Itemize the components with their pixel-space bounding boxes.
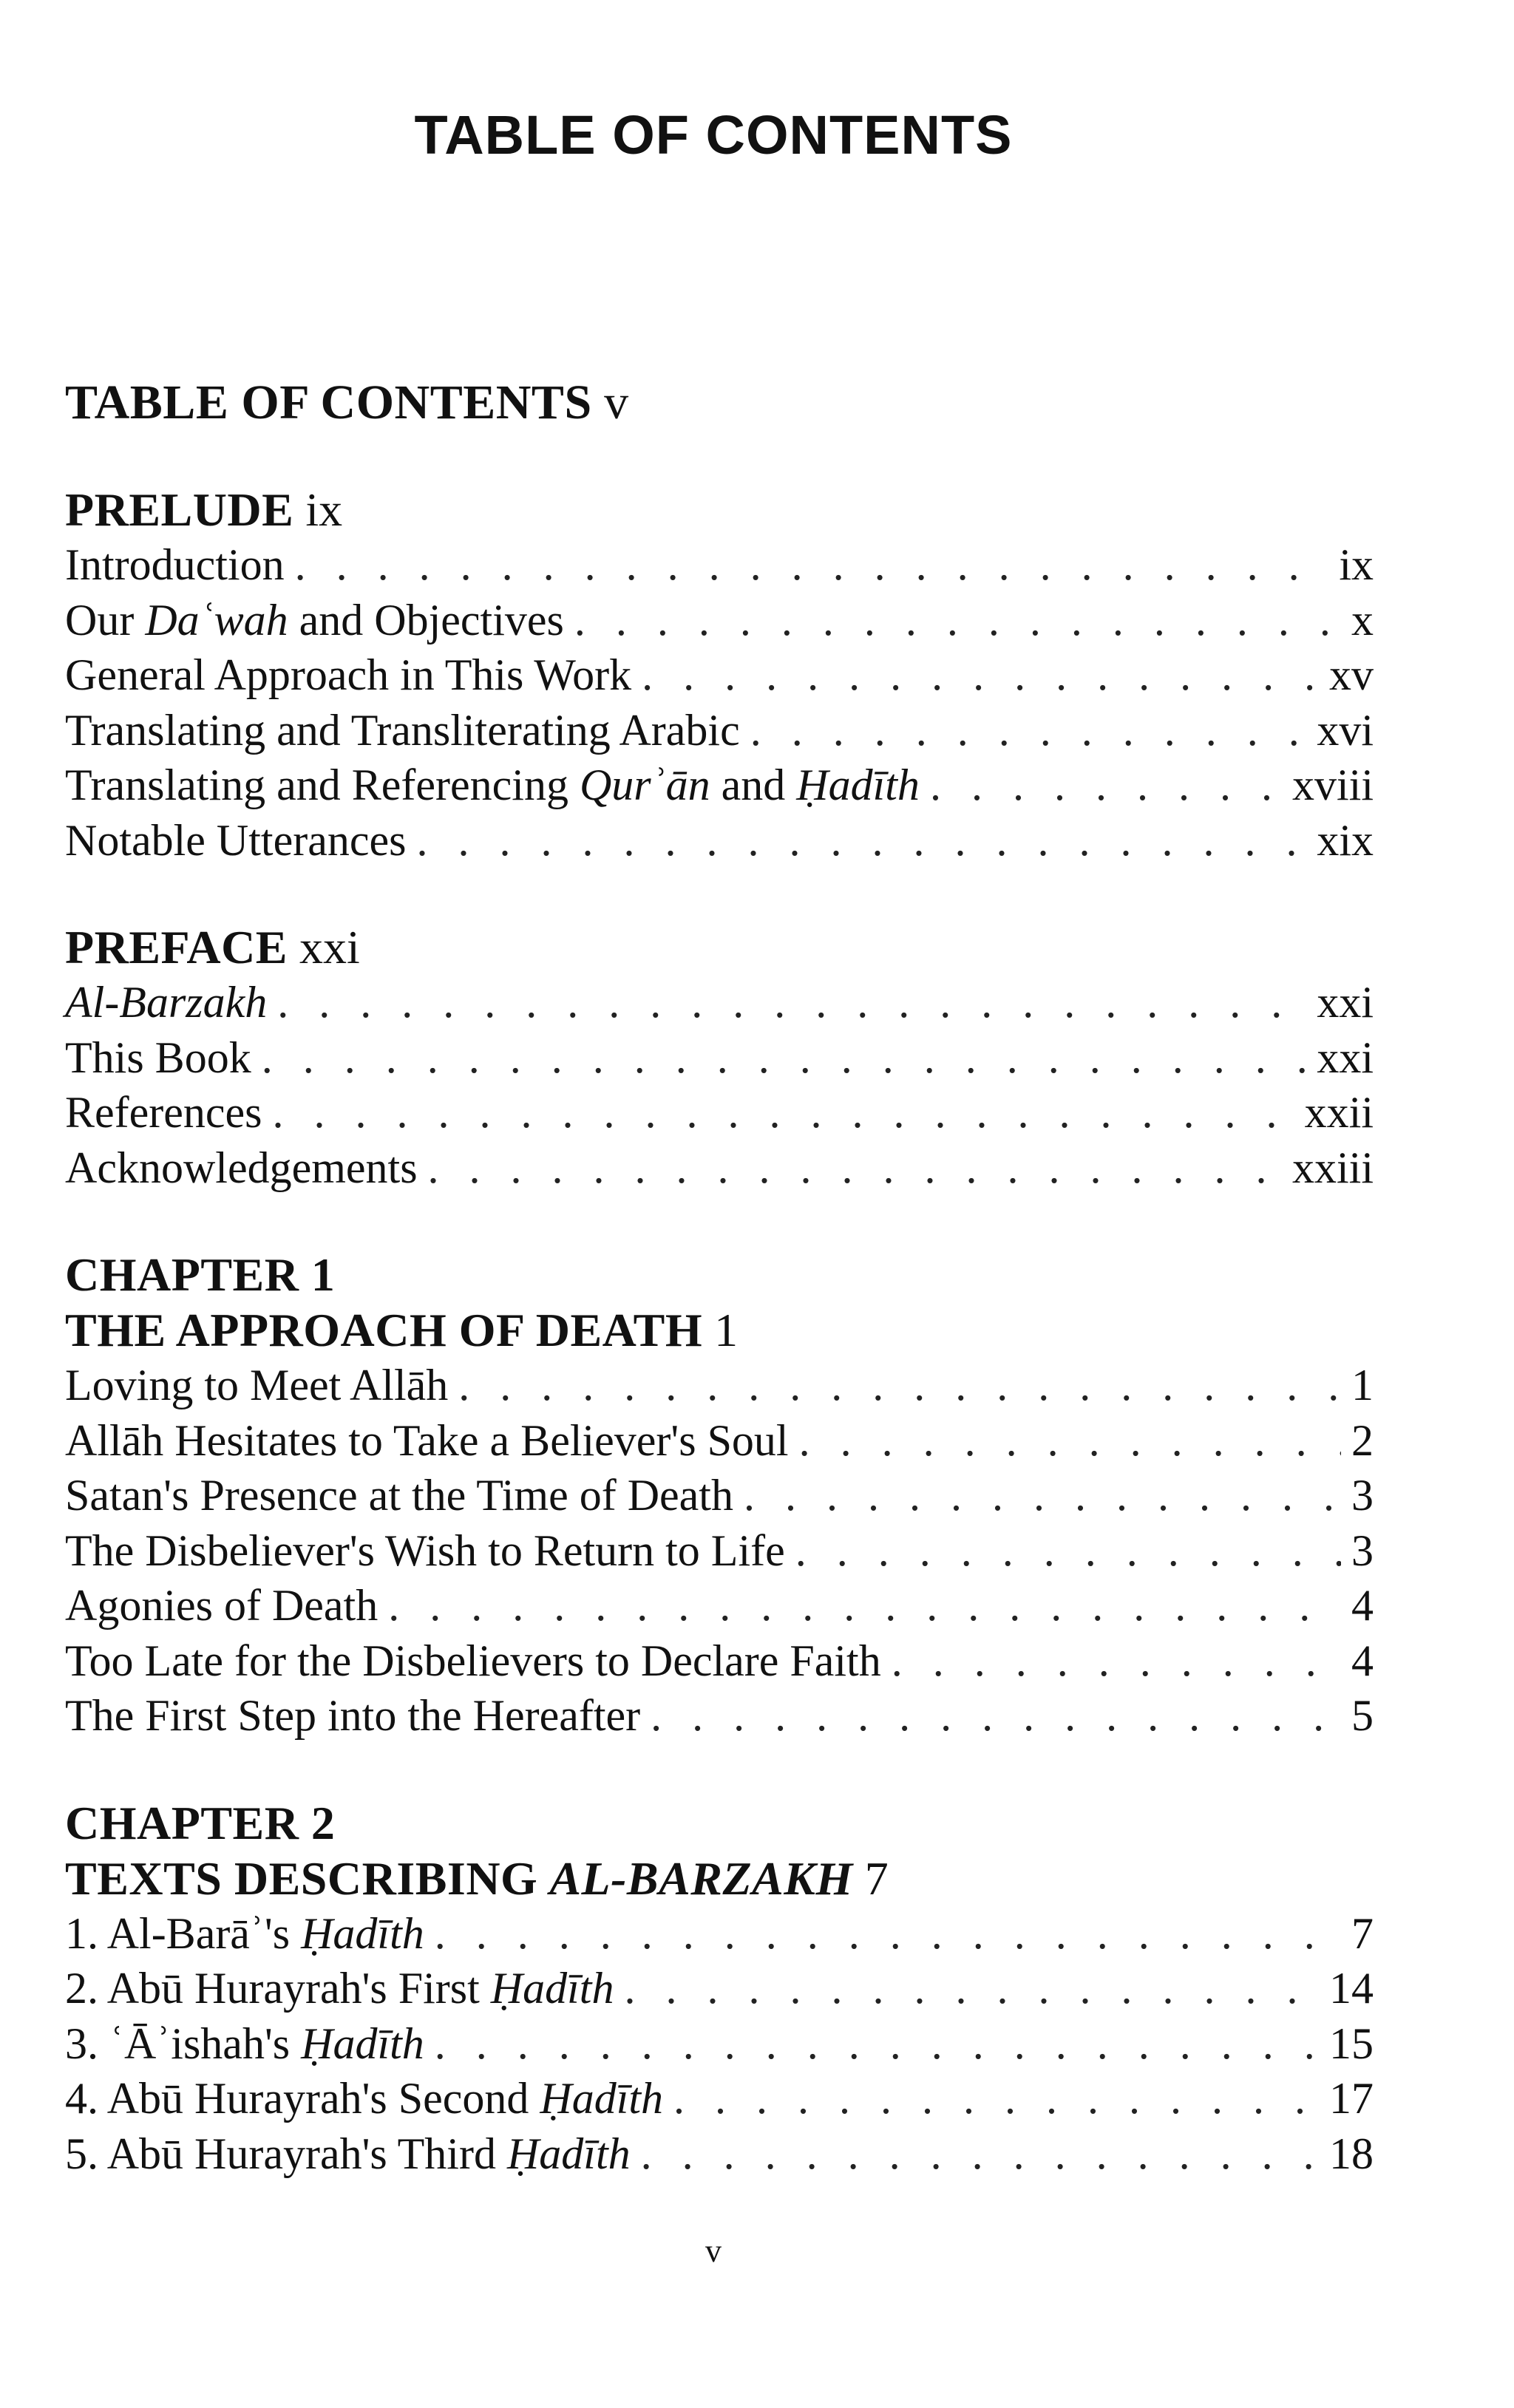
toc-entry-page: 4 (1351, 1581, 1374, 1630)
dot-leader (277, 975, 1306, 1030)
dot-leader (416, 813, 1306, 868)
page-heading: TABLE OF CONTENTS (414, 104, 1013, 166)
toc-entry-title-part: Our (65, 595, 146, 644)
table-of-contents (65, 373, 1374, 2233)
toc-section (65, 482, 1374, 868)
section-heading-title: THE APPROACH OF DEATH (65, 1304, 703, 1357)
toc-entry (65, 1578, 1374, 1633)
toc-entry-page: xvi (1317, 705, 1374, 755)
section-heading (65, 1247, 1374, 1302)
toc-entry (65, 1358, 1374, 1413)
toc-entry-title (65, 593, 564, 648)
toc-entry-title (65, 1688, 640, 1744)
toc-entry-title-part: and Objectives (288, 595, 564, 644)
toc-entry-title (65, 1030, 251, 1086)
section-heading-page: xxi (299, 921, 360, 974)
toc-top-page: v (604, 375, 629, 429)
toc-entry-title-text: Agonies of Death (65, 1581, 378, 1630)
toc-entry (65, 758, 1374, 813)
dot-leader (750, 703, 1307, 758)
toc-entry-title-text: 5. Abū Hurayrah's Third (65, 2129, 496, 2178)
dot-leader (799, 1413, 1341, 1469)
toc-entry-title-text: Loving to Meet Allāh (65, 1361, 449, 1410)
toc-entry-title-text: The Disbeliever's Wish to Return to Life (65, 1526, 785, 1575)
toc-entry-page: x (1351, 595, 1374, 644)
section-heading (65, 1795, 1374, 1851)
toc-entry-title-text: The First Step into the Hereafter (65, 1691, 641, 1741)
toc-entry (65, 1688, 1374, 1744)
dot-leader (892, 1633, 1341, 1689)
dot-leader (262, 1030, 1307, 1086)
toc-entry (65, 1413, 1374, 1469)
toc-entry-page: 18 (1329, 2129, 1374, 2178)
toc-entry-title-part: Ḥadīth (796, 761, 920, 810)
toc-entry (65, 647, 1374, 703)
toc-entry (65, 975, 1374, 1030)
toc-entry-title-text: 4. Abū Hurayrah's Second (65, 2074, 529, 2123)
toc-entry-title-text: 2. Abū Hurayrah's First (65, 1964, 480, 2013)
section-heading-page: 7 (864, 1851, 889, 1905)
toc-entry (65, 593, 1374, 648)
toc-entry-page: 4 (1351, 1636, 1374, 1685)
toc-entry (65, 2126, 1374, 2182)
toc-section (65, 1795, 1374, 2182)
toc-entry (65, 1523, 1374, 1579)
toc-entry (65, 1085, 1374, 1140)
section-heading-title: PREFACE (65, 921, 288, 974)
dot-leader (642, 647, 1319, 703)
toc-entry-title (65, 1961, 614, 2016)
dot-leader (458, 1358, 1341, 1413)
toc-entry (65, 1906, 1374, 1962)
toc-entry-page: 7 (1351, 1908, 1374, 1958)
dot-leader (795, 1523, 1341, 1579)
toc-entry-title (65, 813, 406, 868)
toc-entry-page: xxi (1317, 978, 1374, 1027)
dot-leader (428, 1140, 1282, 1196)
toc-entry-title-text: Introduction (65, 540, 285, 590)
toc-entry-title (65, 758, 920, 813)
toc-entry (65, 537, 1374, 593)
section-heading (65, 1851, 1374, 1906)
toc-entry-title-italic: Al-Barzakh (65, 978, 268, 1027)
toc-entry-title-text: 1. Al-Barāʾ's (65, 1908, 291, 1958)
toc-entry-title (65, 1140, 418, 1196)
section-heading-italic: AL-BARZAKH (549, 1851, 853, 1905)
toc-entry-title (65, 647, 631, 703)
toc-entry-title-part: Qurʾān (579, 761, 710, 810)
toc-section (65, 1247, 1374, 1744)
toc-entry-page: xix (1317, 815, 1374, 865)
toc-sections (65, 482, 1374, 2181)
section-heading-title: CHAPTER 1 (65, 1248, 336, 1302)
section-heading-page: 1 (714, 1304, 739, 1357)
toc-entry-page: 3 (1351, 1526, 1374, 1575)
toc-entry-title (65, 1468, 733, 1523)
dot-leader (673, 2071, 1319, 2126)
toc-entry-page: xxii (1304, 1088, 1374, 1137)
toc-entry (65, 1140, 1374, 1196)
toc-entry-page: 14 (1329, 1964, 1374, 2013)
toc-entry-title (65, 703, 740, 758)
toc-entry-title (65, 2126, 631, 2182)
toc-entry-page: 15 (1329, 2018, 1374, 2068)
dot-leader (272, 1085, 1294, 1140)
toc-entry-title-text: This Book (65, 1033, 251, 1082)
toc-entry (65, 1468, 1374, 1523)
toc-entry-page: ix (1339, 540, 1374, 590)
section-heading (65, 1302, 1374, 1358)
section-heading (65, 482, 1374, 537)
toc-entry-title (65, 1633, 881, 1689)
toc-entry-title-text: References (65, 1088, 262, 1137)
dot-leader (651, 1688, 1341, 1744)
dot-leader (624, 1961, 1319, 2016)
toc-entry-title-italic: Ḥadīth (506, 2129, 631, 2178)
toc-entry-title (65, 1578, 378, 1633)
toc-entry-title-part: Daʿwah (145, 595, 288, 644)
toc-entry-title (65, 1906, 424, 1962)
toc-entry-title-text: Translating and Transliterating Arabic (65, 705, 740, 755)
toc-entry-title-text: General Approach in This Work (65, 650, 632, 700)
section-heading-title: PRELUDE (65, 483, 294, 537)
toc-entry-title-part: Translating and Referencing (65, 761, 580, 810)
toc-top-entry (65, 373, 1374, 432)
dot-leader (641, 2126, 1319, 2182)
toc-entry-title (65, 1413, 789, 1469)
toc-entry (65, 2071, 1374, 2126)
toc-entry-title-text: Satan's Presence at the Time of Death (65, 1471, 733, 1520)
section-heading-title: TEXTS DESCRIBING (65, 1851, 538, 1905)
dot-leader (388, 1578, 1341, 1633)
dot-leader (930, 758, 1282, 813)
toc-entry-title-text: Allāh Hesitates to Take a Believer's Soul (65, 1415, 789, 1465)
toc-entry-page: xv (1329, 650, 1374, 700)
section-heading (65, 919, 1374, 975)
toc-entry-title-italic: Ḥadīth (301, 2018, 424, 2068)
dot-leader (744, 1468, 1341, 1523)
toc-entry-title (65, 1523, 785, 1579)
toc-entry-title (65, 2071, 663, 2126)
toc-entry-page: xxi (1317, 1033, 1374, 1082)
toc-section (65, 919, 1374, 1195)
section-heading-title: CHAPTER 2 (65, 1796, 336, 1849)
section-heading-page: ix (305, 483, 343, 537)
toc-entry-title-text: Acknowledgements (65, 1143, 418, 1192)
dot-leader (574, 593, 1341, 648)
dot-leader (435, 1906, 1341, 1962)
toc-entry (65, 1633, 1374, 1689)
dot-leader (295, 537, 1329, 593)
toc-entry-title (65, 1358, 448, 1413)
toc-entry-title (65, 537, 285, 593)
toc-entry-page: 5 (1351, 1691, 1374, 1741)
toc-entry-title (65, 1085, 262, 1140)
toc-entry-page: 2 (1351, 1415, 1374, 1465)
toc-entry-title-text: 3. ʿĀʾishah's (65, 2018, 291, 2068)
toc-entry-page: 1 (1351, 1361, 1374, 1410)
toc-entry-title (65, 2016, 424, 2072)
toc-entry-title-italic: Ḥadīth (540, 2074, 664, 2123)
toc-entry-title-text: Notable Utterances (65, 815, 407, 865)
toc-entry-title-text: Too Late for the Disbelievers to Declare Faith (65, 1636, 881, 1685)
toc-entry-page: xxiii (1291, 1143, 1374, 1192)
toc-entry (65, 1030, 1374, 1086)
toc-top-title: TABLE OF CONTENTS (65, 375, 592, 429)
toc-entry-page: xviii (1291, 761, 1374, 810)
dot-leader (435, 2016, 1319, 2072)
toc-entry (65, 2016, 1374, 2072)
toc-entry-page: 17 (1329, 2074, 1374, 2123)
toc-entry (65, 1961, 1374, 2016)
toc-entry-title-italic: Ḥadīth (301, 1908, 424, 1958)
page-number: v (705, 2233, 722, 2269)
toc-entry-title-italic: Ḥadīth (490, 1964, 614, 2013)
toc-entry-title (65, 975, 267, 1030)
toc-entry (65, 813, 1374, 868)
toc-entry-title-part: and (710, 761, 797, 810)
toc-entry-page: 3 (1351, 1471, 1374, 1520)
toc-entry (65, 703, 1374, 758)
